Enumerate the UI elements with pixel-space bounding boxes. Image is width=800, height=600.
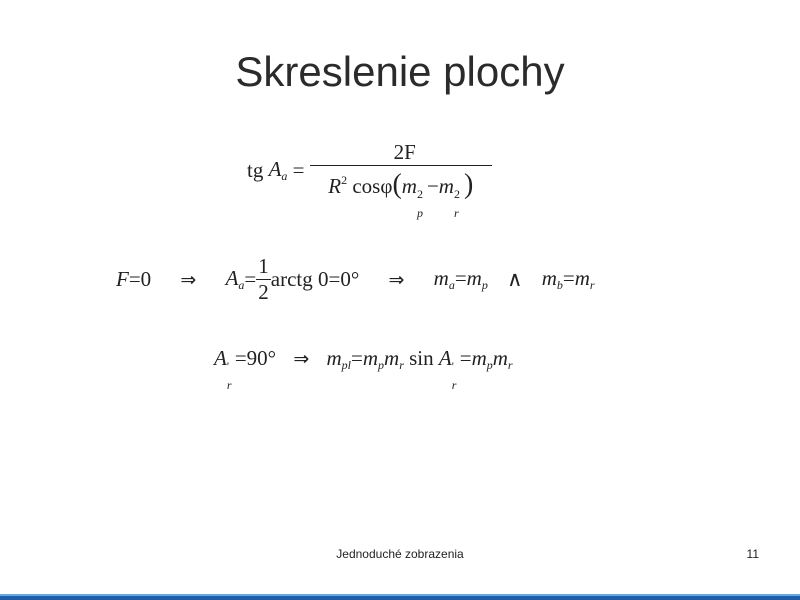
eq1-r-sub: r: [453, 206, 459, 220]
eq2-eq-3: =: [562, 266, 575, 290]
eq2-m-3: m: [541, 266, 557, 290]
eq1-tg: tg: [247, 158, 264, 182]
eq3-m-3: m: [384, 346, 400, 370]
eq3-p-sub-1: p: [378, 358, 385, 372]
eq3-eq-1: =: [351, 346, 363, 370]
eq1-minus: −: [426, 174, 439, 198]
eq2-mp-sub: p: [481, 278, 488, 292]
eq3-m-4: m: [471, 346, 487, 370]
eq1-equals: =: [292, 158, 305, 182]
page-number: 11: [746, 547, 759, 561]
eq2-half-den: 2: [258, 280, 269, 304]
eq3-A-2: A: [438, 346, 452, 370]
eq2-arrow-1: ⇒: [180, 268, 197, 291]
equation-2: [116, 254, 595, 305]
eq2-A: A: [225, 266, 239, 290]
eq3-eq90: =90°: [234, 346, 277, 370]
eq1-R-sq: 2: [341, 173, 348, 187]
eq2-eq-2: =: [454, 266, 467, 290]
eq2-equals: =: [244, 267, 257, 291]
eq3-arrow: ⇒: [293, 348, 310, 370]
eq3-p-sub-2: p: [486, 358, 493, 372]
eq2-a-sub: a: [238, 278, 245, 292]
eq2-m-2: m: [466, 266, 482, 290]
eq3-prime-1: ': [226, 359, 229, 373]
eq2-m-1: m: [433, 266, 449, 290]
eq1-numerator: 2F: [393, 140, 416, 164]
eq3-m-5: m: [492, 346, 508, 370]
eq2-mb-sub: b: [556, 278, 563, 292]
eq2-arctg: arctg 0=0°: [270, 267, 360, 291]
eq2-eq0: =0: [128, 267, 152, 291]
eq3-r-sub-4: r: [507, 358, 513, 372]
eq1-A: A: [268, 157, 282, 181]
eq2-mr-sub: r: [589, 278, 595, 292]
eq3-r-sub-1: r: [226, 378, 232, 392]
eq1-mr-sq: 2: [453, 187, 460, 201]
eq1-m1: m: [401, 174, 417, 198]
eq1-R: R: [328, 174, 342, 198]
eq3-prime-2: ': [451, 359, 454, 373]
equation-3: [214, 346, 513, 392]
eq1-phi: φ: [380, 174, 393, 198]
eq3-A-1: A: [214, 346, 227, 370]
eq2-ma-sub: a: [448, 278, 455, 292]
eq3-eq-2: =: [459, 346, 472, 370]
eq1-mp-sq: 2: [416, 187, 423, 201]
eq1-cos: cos: [352, 174, 381, 198]
equation-1: [247, 140, 492, 220]
eq2-half: [256, 254, 271, 305]
eq3-r-sub-3: r: [451, 378, 457, 392]
eq1-p-sub: p: [416, 206, 423, 220]
bottom-accent-bar: [0, 594, 800, 600]
eq2-F: F: [116, 267, 129, 291]
eq2-arrow-2: ⇒: [388, 268, 405, 291]
eq2-m-4: m: [574, 266, 590, 290]
eq1-fraction: [310, 140, 492, 220]
eq1-m2: m: [438, 174, 454, 198]
eq2-and: ∧: [507, 267, 523, 291]
eq3-sin: sin: [409, 346, 434, 370]
eq3-m-2: m: [362, 346, 379, 370]
slide-title: Skreslenie plochy: [235, 48, 565, 95]
eq3-pl-sub: pl: [341, 358, 352, 372]
eq3-m-1: m: [326, 346, 342, 370]
eq3-r-sub-2: r: [399, 358, 404, 372]
footer-text: Jednoduché zobrazenia: [336, 547, 464, 561]
eq1-a-sub: a: [281, 169, 288, 183]
eq2-half-num: 1: [258, 254, 269, 278]
eq1-denominator: $R^2$ cosφ(m 2 p −m 2 r ): [310, 165, 492, 201]
